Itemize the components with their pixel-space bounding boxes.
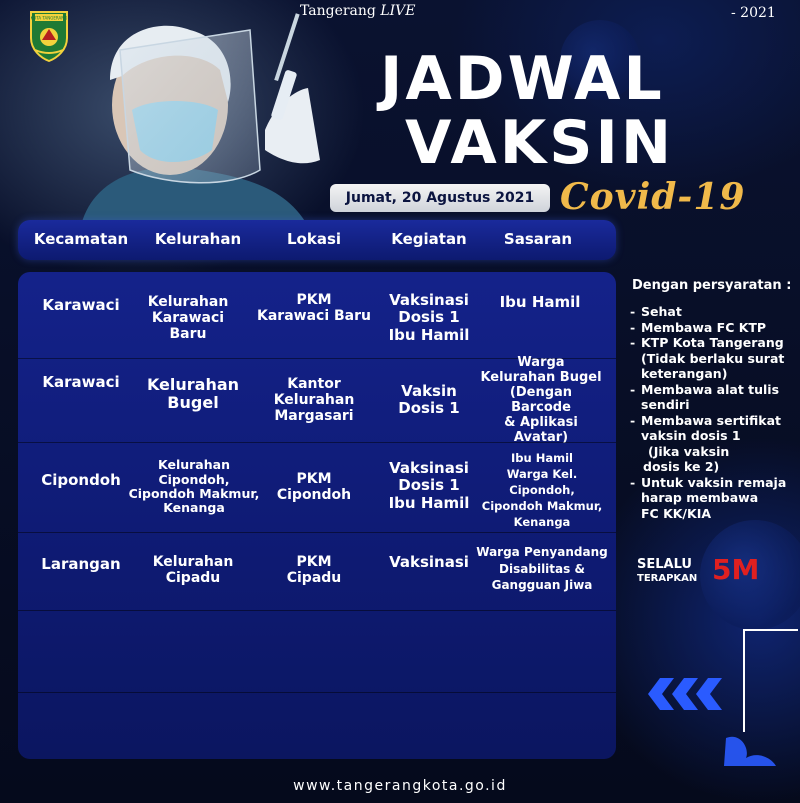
header-sasaran: Sasaran [503, 230, 573, 249]
slogan-selalu: SELALU [637, 557, 692, 572]
requirement-item: - Membawa sertifikat [630, 413, 800, 429]
row4-kecamatan: Larangan [41, 555, 121, 574]
chevron-arrows-icon [640, 676, 730, 712]
requirement-item: (Jika vaksin [648, 443, 730, 459]
header-kelurahan: Kelurahan [154, 230, 242, 249]
row1-kegiatan: Vaksinasi Dosis 1 Ibu Hamil [388, 291, 470, 344]
row3-kecamatan: Cipondoh [41, 471, 121, 490]
requirements-list [630, 304, 800, 521]
corner-bracket-decoration [720, 628, 800, 768]
row2-kegiatan: Vaksin Dosis 1 [398, 381, 460, 417]
requirement-item: - Untuk vaksin remaja [630, 475, 800, 491]
row1-kecamatan: Karawaci [42, 296, 120, 315]
row-divider [18, 442, 616, 443]
requirement-item: harap membawa [641, 490, 759, 505]
row-divider [18, 532, 616, 533]
slogan-5m: 5M [712, 553, 760, 586]
requirement-item: - Membawa FC KTP [630, 320, 800, 336]
row1-lokasi: PKM Karawaci Baru [257, 291, 371, 324]
requirement-item: (Tidak berlaku surat [641, 350, 785, 366]
title-jadwal: JADWAL [380, 44, 665, 114]
year-label: - 2021 [731, 5, 776, 21]
slogan-terapkan: TERAPKAN [637, 573, 698, 584]
requirement-item: vaksin dosis 1 [641, 428, 741, 443]
requirement-item: - KTP Kota Tangerang [630, 335, 800, 351]
row2-lokasi: Kantor Kelurahan Margasari [273, 375, 355, 425]
row2-sasaran: Warga Kelurahan Bugel (Dengan Barcode & Aplikasi Avatar) [480, 355, 602, 445]
row3-kelurahan: Kelurahan Cipondoh, Cipondoh Makmur, Kenanga [128, 457, 260, 516]
row4-lokasi: PKM Cipadu [286, 553, 342, 586]
requirement-item: FC KK/KIA [641, 505, 712, 521]
row4-kegiatan: Vaksinasi [389, 553, 469, 572]
requirement-item: keterangan) [641, 366, 728, 381]
row3-sasaran: Ibu Hamil Warga Kel. Cipondoh, Cipondoh Makmur, Kenanga [481, 450, 603, 530]
header-lokasi: Lokasi [286, 230, 342, 249]
header-kegiatan: Kegiatan [391, 230, 467, 249]
row4-kelurahan: Kelurahan Cipadu [152, 553, 234, 586]
logo-text: KOTA TANGERANG [30, 15, 68, 21]
table-header [18, 220, 616, 260]
requirement-item: dosis ke 2) [643, 459, 720, 474]
requirement-item: sendiri [641, 397, 690, 412]
row2-kecamatan: Karawaci [42, 373, 120, 392]
table-body [18, 272, 616, 759]
requirements-title: Dengan persyaratan : [632, 278, 792, 293]
date-badge: Jumat, 20 Agustus 2021 [330, 184, 550, 212]
row-divider [18, 610, 616, 611]
requirement-item: - Sehat [630, 304, 800, 320]
row3-lokasi: PKM Cipondoh [276, 470, 352, 503]
row3-kegiatan: Vaksinasi Dosis 1 Ibu Hamil [388, 459, 470, 512]
row2-kelurahan: Kelurahan Bugel [146, 374, 240, 412]
row1-sasaran: Ibu Hamil [499, 293, 581, 312]
row4-sasaran: Warga Penyandang Disabilitas & Gangguan Jiwa [476, 544, 608, 593]
brand-live: LIVE [380, 3, 416, 19]
footer-url: www.tangerangkota.go.id [293, 778, 507, 794]
header-kecamatan: Kecamatan [33, 230, 129, 249]
row-divider [18, 692, 616, 693]
row1-kelurahan: Kelurahan Karawaci Baru [147, 293, 229, 343]
requirement-item: - Membawa alat tulis [630, 382, 800, 398]
title-vaksin: VAKSIN [405, 108, 675, 178]
covid-script-text: Covid-19 [560, 176, 746, 218]
brand-main: Tangerang [300, 3, 376, 19]
